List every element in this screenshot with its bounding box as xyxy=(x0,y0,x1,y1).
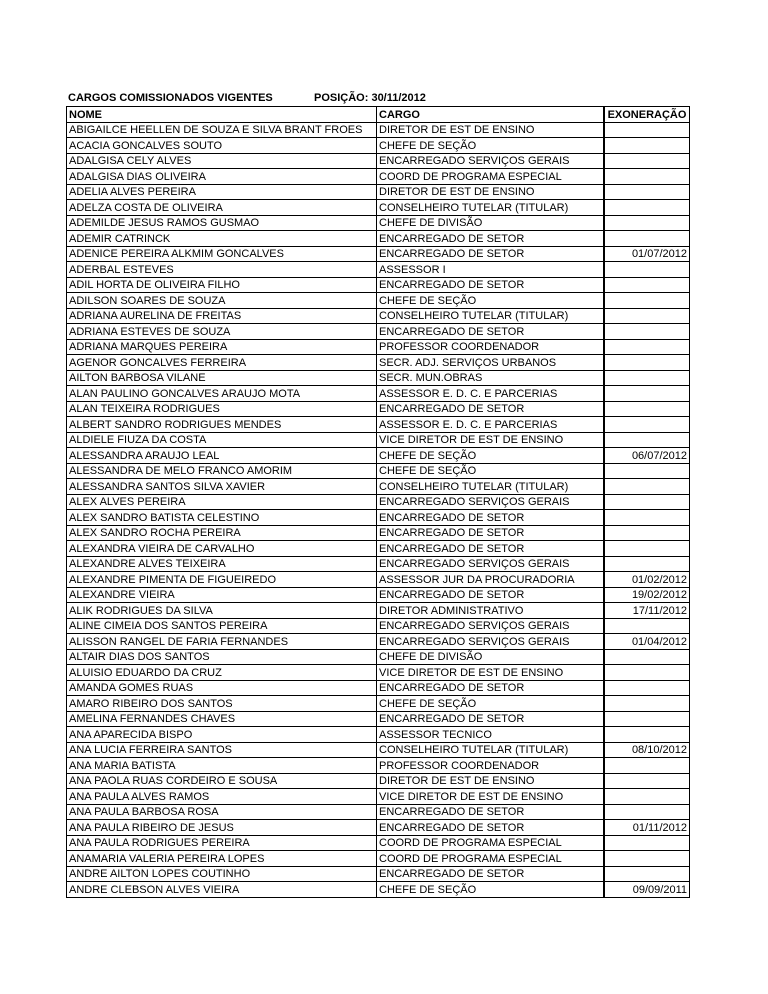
cell-role: ENCARREGADO SERVIÇOS GERAIS xyxy=(377,618,604,634)
cell-name: ALESSANDRA DE MELO FRANCO AMORIM xyxy=(67,463,377,479)
cell-exoneration xyxy=(605,711,690,727)
table-row xyxy=(67,696,690,712)
cell-name: ACACIA GONCALVES SOUTO xyxy=(67,138,377,154)
cell-exoneration xyxy=(605,866,690,882)
cell-name: ADIL HORTA DE OLIVEIRA FILHO xyxy=(67,277,377,293)
cell-name: ANA PAOLA RUAS CORDEIRO E SOUSA xyxy=(67,773,377,789)
table-row xyxy=(67,184,690,200)
cell-role: ASSESSOR I xyxy=(377,262,604,278)
cell-role: ENCARREGADO DE SETOR xyxy=(377,804,604,820)
cell-exoneration xyxy=(605,649,690,665)
cell-role: ENCARREGADO DE SETOR xyxy=(377,324,604,340)
table-row xyxy=(67,494,690,510)
cell-name: AILTON BARBOSA VILANE xyxy=(67,370,377,386)
cell-role: ASSESSOR E. D. C. E PARCERIAS xyxy=(377,386,604,402)
cell-exoneration xyxy=(605,773,690,789)
cell-role: CONSELHEIRO TUTELAR (TITULAR) xyxy=(377,479,604,495)
table-row xyxy=(67,587,690,603)
cell-exoneration xyxy=(605,510,690,526)
table-row xyxy=(67,308,690,324)
cell-role: ASSESSOR E. D. C. E PARCERIAS xyxy=(377,417,604,433)
cell-exoneration xyxy=(605,308,690,324)
cell-exoneration xyxy=(605,417,690,433)
table-row xyxy=(67,649,690,665)
cell-exoneration xyxy=(605,401,690,417)
cell-name: ALEXANDRA VIEIRA DE CARVALHO xyxy=(67,541,377,557)
table-row xyxy=(67,510,690,526)
cell-role: ENCARREGADO DE SETOR xyxy=(377,680,604,696)
table-row xyxy=(67,463,690,479)
table-row xyxy=(67,851,690,867)
cell-role: ASSESSOR TECNICO xyxy=(377,727,604,743)
cell-role: PROFESSOR COORDENADOR xyxy=(377,339,604,355)
cell-name: ALESSANDRA SANTOS SILVA XAVIER xyxy=(67,479,377,495)
cell-exoneration xyxy=(605,169,690,185)
cell-exoneration xyxy=(605,851,690,867)
table-row xyxy=(67,479,690,495)
cell-exoneration xyxy=(605,231,690,247)
cell-role: ENCARREGADO DE SETOR xyxy=(377,246,604,262)
table-row xyxy=(67,386,690,402)
cell-name: ANAMARIA VALERIA PEREIRA LOPES xyxy=(67,851,377,867)
table-row xyxy=(67,572,690,588)
cell-exoneration: 01/02/2012 xyxy=(605,572,690,588)
cell-exoneration xyxy=(605,680,690,696)
cell-role: ENCARREGADO SERVIÇOS GERAIS xyxy=(377,556,604,572)
cell-exoneration xyxy=(605,494,690,510)
table-row xyxy=(67,804,690,820)
cell-role: VICE DIRETOR DE EST DE ENSINO xyxy=(377,432,604,448)
cell-role: DIRETOR DE EST DE ENSINO xyxy=(377,122,604,138)
cell-exoneration xyxy=(605,200,690,216)
cell-name: AGENOR GONCALVES FERREIRA xyxy=(67,355,377,371)
table-row xyxy=(67,680,690,696)
cell-exoneration xyxy=(605,262,690,278)
cell-role: ENCARREGADO SERVIÇOS GERAIS xyxy=(377,494,604,510)
cell-role: ENCARREGADO DE SETOR xyxy=(377,231,604,247)
cell-exoneration xyxy=(605,463,690,479)
cell-name: ADRIANA ESTEVES DE SOUZA xyxy=(67,324,377,340)
cell-name: ADRIANA AURELINA DE FREITAS xyxy=(67,308,377,324)
cell-role: CONSELHEIRO TUTELAR (TITULAR) xyxy=(377,200,604,216)
sheet-header xyxy=(66,90,690,106)
cell-role: DIRETOR DE EST DE ENSINO xyxy=(377,184,604,200)
cell-exoneration xyxy=(605,215,690,231)
table-row xyxy=(67,634,690,650)
cell-role: ENCARREGADO DE SETOR xyxy=(377,711,604,727)
cell-role: CONSELHEIRO TUTELAR (TITULAR) xyxy=(377,308,604,324)
column-header-name: NOME xyxy=(67,107,377,123)
cell-exoneration xyxy=(605,324,690,340)
table-row xyxy=(67,262,690,278)
cell-role: ENCARREGADO DE SETOR xyxy=(377,866,604,882)
cell-name: ANA LUCIA FERREIRA SANTOS xyxy=(67,742,377,758)
cell-name: ALUISIO EDUARDO DA CRUZ xyxy=(67,665,377,681)
cell-role: ENCARREGADO DE SETOR xyxy=(377,820,604,836)
cell-role: DIRETOR DE EST DE ENSINO xyxy=(377,773,604,789)
cell-exoneration xyxy=(605,665,690,681)
cell-exoneration xyxy=(605,293,690,309)
cell-exoneration xyxy=(605,153,690,169)
cell-role: COORD DE PROGRAMA ESPECIAL xyxy=(377,169,604,185)
table-row xyxy=(67,618,690,634)
cell-exoneration: 09/09/2011 xyxy=(605,882,690,898)
cell-name: ADILSON SOARES DE SOUZA xyxy=(67,293,377,309)
cell-exoneration xyxy=(605,525,690,541)
cell-role: CONSELHEIRO TUTELAR (TITULAR) xyxy=(377,742,604,758)
cell-name: ADEMIR CATRINCK xyxy=(67,231,377,247)
table-row xyxy=(67,401,690,417)
spreadsheet-sheet xyxy=(66,90,690,898)
cell-role: ENCARREGADO DE SETOR xyxy=(377,401,604,417)
table-row xyxy=(67,711,690,727)
cell-exoneration xyxy=(605,122,690,138)
table-row xyxy=(67,417,690,433)
table-row xyxy=(67,355,690,371)
cell-name: ADENICE PEREIRA ALKMIM GONCALVES xyxy=(67,246,377,262)
table-row xyxy=(67,448,690,464)
table-row xyxy=(67,556,690,572)
cell-name: ALIK RODRIGUES DA SILVA xyxy=(67,603,377,619)
cell-role: ENCARREGADO DE SETOR xyxy=(377,587,604,603)
cell-name: ALEX SANDRO BATISTA CELESTINO xyxy=(67,510,377,526)
cell-role: COORD DE PROGRAMA ESPECIAL xyxy=(377,851,604,867)
cell-role: ENCARREGADO DE SETOR xyxy=(377,541,604,557)
cell-name: ANA PAULA RIBEIRO DE JESUS xyxy=(67,820,377,836)
cell-name: ALBERT SANDRO RODRIGUES MENDES xyxy=(67,417,377,433)
cell-exoneration xyxy=(605,556,690,572)
cell-exoneration xyxy=(605,432,690,448)
table-row xyxy=(67,866,690,882)
table-row xyxy=(67,122,690,138)
cell-name: ANA PAULA RODRIGUES PEREIRA xyxy=(67,835,377,851)
table-row xyxy=(67,277,690,293)
table-row xyxy=(67,370,690,386)
cell-role: CHEFE DE DIVISÃO xyxy=(377,649,604,665)
cell-name: ADELZA COSTA DE OLIVEIRA xyxy=(67,200,377,216)
cell-exoneration xyxy=(605,696,690,712)
cell-name: ALEXANDRE VIEIRA xyxy=(67,587,377,603)
cell-role: CHEFE DE SEÇÃO xyxy=(377,138,604,154)
cell-name: ALDIELE FIUZA DA COSTA xyxy=(67,432,377,448)
table-row xyxy=(67,200,690,216)
cell-role: ENCARREGADO DE SETOR xyxy=(377,525,604,541)
cell-name: ANA APARECIDA BISPO xyxy=(67,727,377,743)
cell-name: ADERBAL ESTEVES xyxy=(67,262,377,278)
cell-name: ANA PAULA ALVES RAMOS xyxy=(67,789,377,805)
cell-exoneration: 08/10/2012 xyxy=(605,742,690,758)
table-row xyxy=(67,293,690,309)
cell-exoneration xyxy=(605,758,690,774)
cell-role: SECR. MUN.OBRAS xyxy=(377,370,604,386)
cell-name: ALAN PAULINO GONCALVES ARAUJO MOTA xyxy=(67,386,377,402)
cell-name: ANDRE AILTON LOPES COUTINHO xyxy=(67,866,377,882)
cell-name: ADALGISA DIAS OLIVEIRA xyxy=(67,169,377,185)
cell-role: CHEFE DE DIVISÃO xyxy=(377,215,604,231)
cell-role: ENCARREGADO DE SETOR xyxy=(377,510,604,526)
sheet-title: CARGOS COMISSIONADOS VIGENTES xyxy=(68,92,273,104)
table-row xyxy=(67,432,690,448)
table-row xyxy=(67,138,690,154)
cell-exoneration xyxy=(605,370,690,386)
cell-role: ENCARREGADO SERVIÇOS GERAIS xyxy=(377,634,604,650)
cell-role: CHEFE DE SEÇÃO xyxy=(377,293,604,309)
cell-role: ASSESSOR JUR DA PROCURADORIA xyxy=(377,572,604,588)
cell-exoneration xyxy=(605,386,690,402)
cell-exoneration: 19/02/2012 xyxy=(605,587,690,603)
cell-exoneration: 01/11/2012 xyxy=(605,820,690,836)
table-row xyxy=(67,773,690,789)
cell-role: COORD DE PROGRAMA ESPECIAL xyxy=(377,835,604,851)
cell-exoneration xyxy=(605,479,690,495)
cell-exoneration: 01/07/2012 xyxy=(605,246,690,262)
cell-role: CHEFE DE SEÇÃO xyxy=(377,882,604,898)
cell-role: ENCARREGADO DE SETOR xyxy=(377,277,604,293)
table-row xyxy=(67,231,690,247)
cell-name: ANA MARIA BATISTA xyxy=(67,758,377,774)
cell-name: ADRIANA MARQUES PEREIRA xyxy=(67,339,377,355)
table-row xyxy=(67,324,690,340)
cargos-table xyxy=(66,106,690,898)
table-row xyxy=(67,665,690,681)
table-header-row xyxy=(67,107,690,123)
cell-name: ALISSON RANGEL DE FARIA FERNANDES xyxy=(67,634,377,650)
table-row xyxy=(67,835,690,851)
cell-role: DIRETOR ADMINISTRATIVO xyxy=(377,603,604,619)
cell-name: ADEMILDE JESUS RAMOS GUSMAO xyxy=(67,215,377,231)
cell-exoneration xyxy=(605,618,690,634)
cell-name: ALTAIR DIAS DOS SANTOS xyxy=(67,649,377,665)
cell-role: SECR. ADJ. SERVIÇOS URBANOS xyxy=(377,355,604,371)
table-row xyxy=(67,169,690,185)
cell-name: ALESSANDRA ARAUJO LEAL xyxy=(67,448,377,464)
table-row xyxy=(67,339,690,355)
cell-exoneration xyxy=(605,804,690,820)
cell-name: ADELIA ALVES PEREIRA xyxy=(67,184,377,200)
table-row xyxy=(67,789,690,805)
cell-name: AMANDA GOMES RUAS xyxy=(67,680,377,696)
cell-name: ANDRE CLEBSON ALVES VIEIRA xyxy=(67,882,377,898)
cell-exoneration xyxy=(605,339,690,355)
cell-exoneration: 01/04/2012 xyxy=(605,634,690,650)
table-row xyxy=(67,727,690,743)
cell-exoneration xyxy=(605,184,690,200)
cell-role: CHEFE DE SEÇÃO xyxy=(377,448,604,464)
cell-name: AMARO RIBEIRO DOS SANTOS xyxy=(67,696,377,712)
cell-role: CHEFE DE SEÇÃO xyxy=(377,463,604,479)
cell-exoneration xyxy=(605,789,690,805)
cell-name: ADALGISA CELY ALVES xyxy=(67,153,377,169)
cell-exoneration xyxy=(605,727,690,743)
cell-name: AMELINA FERNANDES CHAVES xyxy=(67,711,377,727)
cell-name: ALEX SANDRO ROCHA PEREIRA xyxy=(67,525,377,541)
table-row xyxy=(67,882,690,898)
cell-role: VICE DIRETOR DE EST DE ENSINO xyxy=(377,665,604,681)
cell-name: ALINE CIMEIA DOS SANTOS PEREIRA xyxy=(67,618,377,634)
cell-exoneration xyxy=(605,277,690,293)
table-row xyxy=(67,153,690,169)
table-row xyxy=(67,541,690,557)
table-row xyxy=(67,742,690,758)
cell-role: ENCARREGADO SERVIÇOS GERAIS xyxy=(377,153,604,169)
position-date: POSIÇÃO: 30/11/2012 xyxy=(314,92,426,104)
cell-exoneration: 17/11/2012 xyxy=(605,603,690,619)
table-row xyxy=(67,820,690,836)
cell-exoneration xyxy=(605,835,690,851)
table-row xyxy=(67,525,690,541)
cell-name: ALEXANDRE PIMENTA DE FIGUEIREDO xyxy=(67,572,377,588)
cell-name: ALAN TEIXEIRA RODRIGUES xyxy=(67,401,377,417)
table-row xyxy=(67,603,690,619)
cell-exoneration: 06/07/2012 xyxy=(605,448,690,464)
column-header-exoneration: EXONERAÇÃO xyxy=(605,107,690,123)
cell-name: ANA PAULA BARBOSA ROSA xyxy=(67,804,377,820)
cell-role: VICE DIRETOR DE EST DE ENSINO xyxy=(377,789,604,805)
cell-role: PROFESSOR COORDENADOR xyxy=(377,758,604,774)
cell-exoneration xyxy=(605,138,690,154)
cell-exoneration xyxy=(605,541,690,557)
table-row xyxy=(67,246,690,262)
cell-name: ABIGAILCE HEELLEN DE SOUZA E SILVA BRANT FROES xyxy=(67,122,377,138)
cell-role: CHEFE DE SEÇÃO xyxy=(377,696,604,712)
cell-exoneration xyxy=(605,355,690,371)
cell-name: ALEXANDRE ALVES TEIXEIRA xyxy=(67,556,377,572)
table-row xyxy=(67,758,690,774)
table-row xyxy=(67,215,690,231)
column-header-role: CARGO xyxy=(377,107,604,123)
cell-name: ALEX ALVES PEREIRA xyxy=(67,494,377,510)
